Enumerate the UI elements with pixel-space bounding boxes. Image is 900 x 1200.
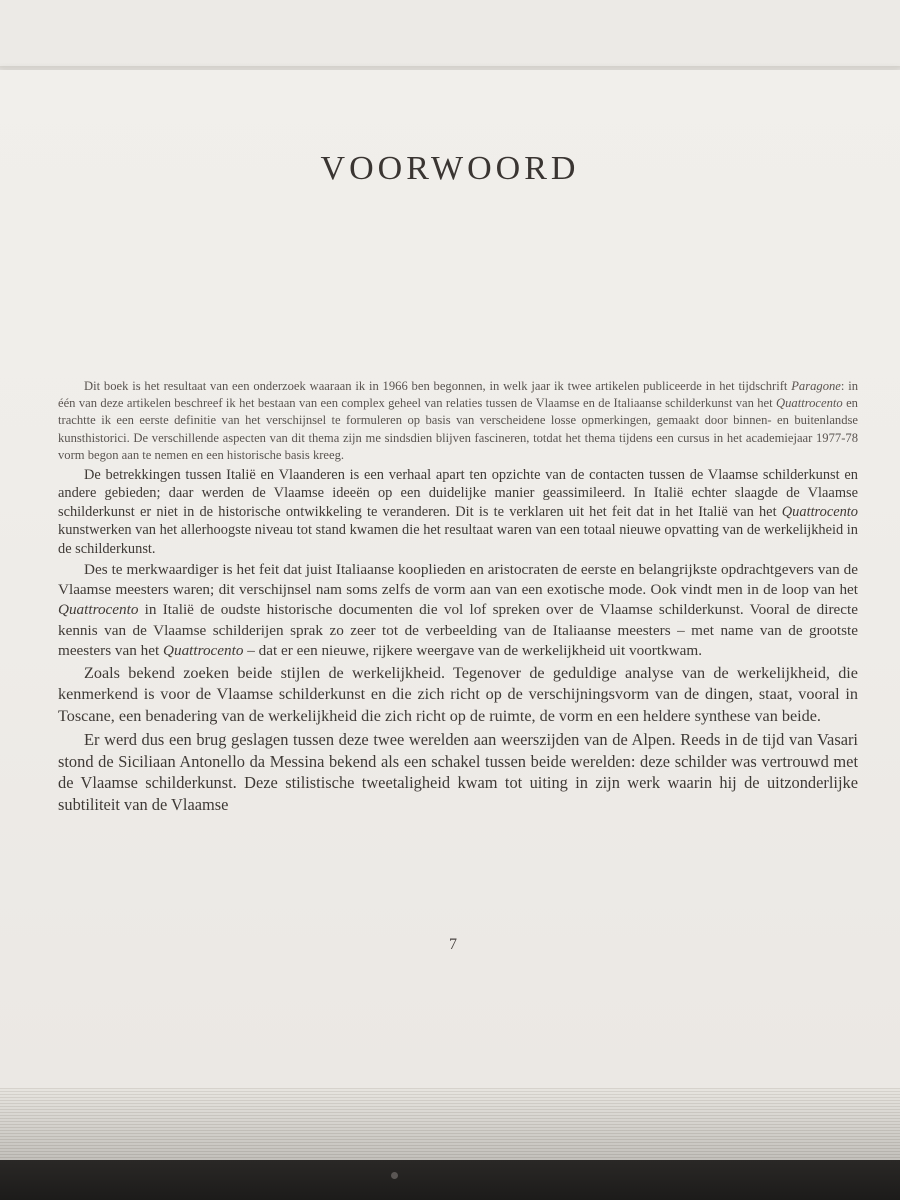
paragraph-1-text-b: : in één van deze artikelen beschreef ik het bestaan van een complex geheel van relaties tussen de Vlaamse en de Italiaanse schilderkunst van het (58, 379, 858, 411)
cover-mark (391, 1172, 398, 1179)
paragraph-1-text-a: Dit boek is het resultaat van een onderzoek waaraan ik in 1966 ben begonnen, in welk jaar ik twee artikelen publiceerde in het tijdschrift (84, 379, 792, 393)
paragraph-1-text-c: en trachtte ik een eerste definitie van het verschijnsel te formuleren op basis van verscheidene losse opmerkingen, gemaakt door binnen- en buitenlandse kunsthistorici. De verschillende aspecten van dit thema zijn me sindsdien blijven fascineren, totdat het thema tijdens een cursus in het academiejaar 1977-78 vorm begon aan te nemen en een historische basis kreeg. (58, 396, 858, 462)
term-quattrocento: Quattrocento (781, 503, 858, 520)
term-quattrocento: Quattrocento (163, 641, 244, 659)
paragraph-1 (58, 378, 858, 464)
paragraph-3-text-a: Des te merkwaardiger is het feit dat juist Italiaanse kooplieden en aristocraten de eerste en belangrijkste opdrachtgevers van de Vlaamse meesters waren; dit verschijnsel nam soms zelfs de vorm aan van een exotische mode. Ook vindt men in de loop van het (58, 561, 858, 599)
body-text (58, 378, 858, 816)
paragraph-2-text-a: De betrekkingen tussen Italië en Vlaanderen is een verhaal apart ten opzichte van de contacten tussen de Vlaamse schilderkunst en andere gebieden; daar werden de Vlaamse ideeën op een duidelijke manier geassimileerd. In Italië echter slaagde de Vlaamse schilderkunst er niet in de historische ontwikkeling te veranderen. Dit is te verklaren uit het feit dat in het Italië van het (58, 467, 858, 520)
paragraph-4 (58, 663, 858, 727)
term-quattrocento: Quattrocento (58, 601, 139, 619)
paragraph-5 (58, 729, 858, 815)
journal-title-paragone: Paragone (791, 379, 841, 393)
paragraph-3-text-c: – dat er een nieuwe, rijkere weergave van de werkelijkheid uit voortkwam. (243, 641, 702, 659)
term-quattrocento: Quattrocento (776, 396, 843, 411)
paragraph-4-text: Zoals bekend zoeken beide stijlen de werkelijkheid. Tegenover de geduldige analyse van de werkelijkheid, die kenmerkend is voor de Vlaamse schilderkunst en die zich richt op de verschijningsvorm van de dingen, staat, vooral in Toscane, een benadering van de werkelijkheid die zich richt op de ruimte, de vorm en een heldere synthese van beide. (58, 664, 858, 725)
paragraph-5-text: Er werd dus een brug geslagen tussen deze twee werelden aan weerszijden van de Alpen. Reeds in de tijd van Vasari stond de Siciliaan Antonello da Messina bekend als een schakel tussen beide werelden: deze schilder was vertrouwd met de Vlaamse schilderkunst. Deze stilistische tweetaligheid kwam tot uiting in zijn werk waarin hij de uitzonderlijke subtiliteit van de Vlaamse (58, 730, 858, 815)
paragraph-3-text-b: in Italië de oudste historische documenten die vol lof spreken over de Vlaamse schilderkunst. Vooral de directe kennis van de Vlaamse schilderijen sprak zo zeer tot de verbeelding van de Italiaanse meesters – met name van de grootste meesters van het (58, 601, 858, 659)
paragraph-3 (58, 560, 858, 661)
page-stack-shade (0, 1088, 900, 1164)
book-cover-edge (0, 1160, 900, 1200)
paragraph-2 (58, 466, 858, 558)
page-title: VOORWOORD (320, 150, 580, 187)
page-number: 7 (449, 936, 457, 953)
paragraph-2-text-b: kunstwerken van het allerhoogste niveau tot stand kwamen die het resultaat waren van een totaal nieuwe opvatting van de werkelijkheid in de schilderkunst. (58, 522, 858, 557)
